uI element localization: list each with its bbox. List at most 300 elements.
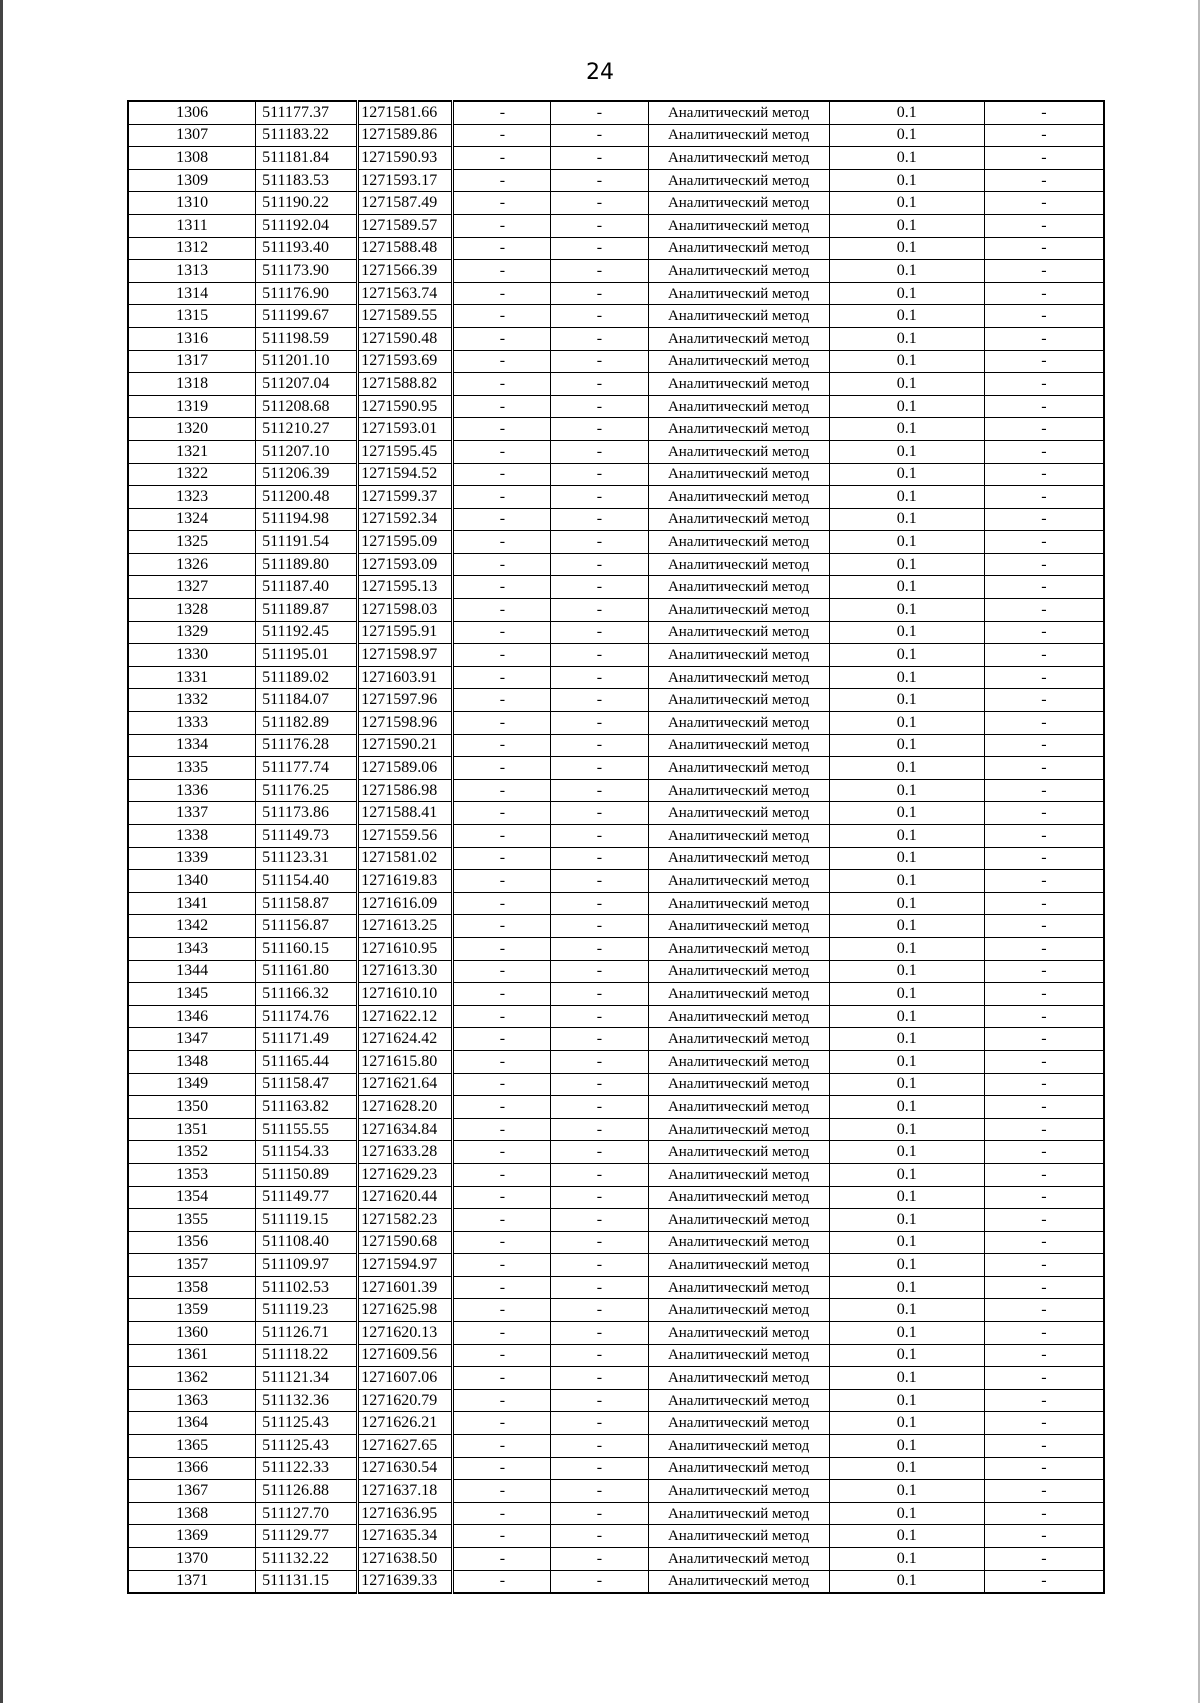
accuracy-cell: 0.1 bbox=[829, 463, 984, 486]
dash-cell: - bbox=[984, 689, 1104, 712]
x-coordinate-cell: 511166.32 bbox=[256, 983, 358, 1006]
point-number-cell: 1317 bbox=[128, 350, 256, 373]
x-coordinate-cell: 511176.90 bbox=[256, 282, 358, 305]
dash-cell: - bbox=[551, 1525, 648, 1548]
dash-cell: - bbox=[453, 870, 551, 893]
dash-cell: - bbox=[984, 305, 1104, 328]
method-cell: Аналитический метод bbox=[648, 1186, 829, 1209]
accuracy-cell: 0.1 bbox=[829, 960, 984, 983]
table-row bbox=[128, 666, 1104, 689]
table-row bbox=[128, 282, 1104, 305]
table-row bbox=[128, 915, 1104, 938]
x-coordinate-cell: 511183.22 bbox=[256, 124, 358, 147]
dash-cell: - bbox=[551, 1141, 648, 1164]
y-coordinate-cell: 1271590.21 bbox=[358, 734, 453, 757]
accuracy-cell: 0.1 bbox=[829, 124, 984, 147]
method-cell: Аналитический метод bbox=[648, 1502, 829, 1525]
dash-cell: - bbox=[984, 214, 1104, 237]
table-row bbox=[128, 169, 1104, 192]
table-row bbox=[128, 734, 1104, 757]
y-coordinate-cell: 1271599.37 bbox=[358, 486, 453, 509]
point-number-cell: 1326 bbox=[128, 553, 256, 576]
dash-cell: - bbox=[551, 373, 648, 396]
table-row bbox=[128, 1548, 1104, 1571]
dash-cell: - bbox=[453, 1322, 551, 1345]
x-coordinate-cell: 511198.59 bbox=[256, 327, 358, 350]
method-cell: Аналитический метод bbox=[648, 712, 829, 735]
table-row bbox=[128, 1502, 1104, 1525]
dash-cell: - bbox=[984, 373, 1104, 396]
dash-cell: - bbox=[984, 915, 1104, 938]
accuracy-cell: 0.1 bbox=[829, 712, 984, 735]
point-number-cell: 1367 bbox=[128, 1480, 256, 1503]
x-coordinate-cell: 511207.04 bbox=[256, 373, 358, 396]
x-coordinate-cell: 511154.40 bbox=[256, 870, 358, 893]
method-cell: Аналитический метод bbox=[648, 1548, 829, 1571]
accuracy-cell: 0.1 bbox=[829, 779, 984, 802]
method-cell: Аналитический метод bbox=[648, 1344, 829, 1367]
table-row bbox=[128, 712, 1104, 735]
x-coordinate-cell: 511173.90 bbox=[256, 260, 358, 283]
y-coordinate-cell: 1271593.09 bbox=[358, 553, 453, 576]
accuracy-cell: 0.1 bbox=[829, 1209, 984, 1232]
point-number-cell: 1314 bbox=[128, 282, 256, 305]
point-number-cell: 1336 bbox=[128, 779, 256, 802]
x-coordinate-cell: 511177.37 bbox=[256, 101, 358, 124]
dash-cell: - bbox=[984, 825, 1104, 848]
x-coordinate-cell: 511125.43 bbox=[256, 1435, 358, 1458]
method-cell: Аналитический метод bbox=[648, 553, 829, 576]
table-row bbox=[128, 1412, 1104, 1435]
table-row bbox=[128, 1118, 1104, 1141]
dash-cell: - bbox=[551, 1276, 648, 1299]
point-number-cell: 1345 bbox=[128, 983, 256, 1006]
method-cell: Аналитический метод bbox=[648, 1209, 829, 1232]
dash-cell: - bbox=[551, 327, 648, 350]
point-number-cell: 1307 bbox=[128, 124, 256, 147]
accuracy-cell: 0.1 bbox=[829, 802, 984, 825]
accuracy-cell: 0.1 bbox=[829, 1367, 984, 1390]
dash-cell: - bbox=[984, 757, 1104, 780]
dash-cell: - bbox=[984, 531, 1104, 554]
table-row bbox=[128, 1480, 1104, 1503]
coordinates-table bbox=[127, 100, 1105, 1594]
dash-cell: - bbox=[453, 1096, 551, 1119]
method-cell: Аналитический метод bbox=[648, 440, 829, 463]
point-number-cell: 1360 bbox=[128, 1322, 256, 1345]
dash-cell: - bbox=[453, 576, 551, 599]
method-cell: Аналитический метод bbox=[648, 1276, 829, 1299]
dash-cell: - bbox=[453, 282, 551, 305]
y-coordinate-cell: 1271626.21 bbox=[358, 1412, 453, 1435]
dash-cell: - bbox=[984, 1231, 1104, 1254]
method-cell: Аналитический метод bbox=[648, 1096, 829, 1119]
x-coordinate-cell: 511210.27 bbox=[256, 418, 358, 441]
dash-cell: - bbox=[551, 1548, 648, 1571]
dash-cell: - bbox=[453, 147, 551, 170]
dash-cell: - bbox=[984, 1389, 1104, 1412]
table-row bbox=[128, 1209, 1104, 1232]
x-coordinate-cell: 511189.02 bbox=[256, 666, 358, 689]
x-coordinate-cell: 511193.40 bbox=[256, 237, 358, 260]
dash-cell: - bbox=[551, 666, 648, 689]
y-coordinate-cell: 1271630.54 bbox=[358, 1457, 453, 1480]
dash-cell: - bbox=[984, 350, 1104, 373]
method-cell: Аналитический метод bbox=[648, 237, 829, 260]
dash-cell: - bbox=[984, 1209, 1104, 1232]
dash-cell: - bbox=[551, 870, 648, 893]
accuracy-cell: 0.1 bbox=[829, 486, 984, 509]
y-coordinate-cell: 1271563.74 bbox=[358, 282, 453, 305]
accuracy-cell: 0.1 bbox=[829, 1276, 984, 1299]
accuracy-cell: 0.1 bbox=[829, 847, 984, 870]
dash-cell: - bbox=[551, 1570, 648, 1593]
accuracy-cell: 0.1 bbox=[829, 1525, 984, 1548]
y-coordinate-cell: 1271609.56 bbox=[358, 1344, 453, 1367]
dash-cell: - bbox=[984, 1163, 1104, 1186]
method-cell: Аналитический метод bbox=[648, 486, 829, 509]
dash-cell: - bbox=[984, 237, 1104, 260]
dash-cell: - bbox=[453, 712, 551, 735]
y-coordinate-cell: 1271603.91 bbox=[358, 666, 453, 689]
point-number-cell: 1320 bbox=[128, 418, 256, 441]
dash-cell: - bbox=[453, 1480, 551, 1503]
point-number-cell: 1339 bbox=[128, 847, 256, 870]
method-cell: Аналитический метод bbox=[648, 1028, 829, 1051]
method-cell: Аналитический метод bbox=[648, 1254, 829, 1277]
dash-cell: - bbox=[984, 1502, 1104, 1525]
method-cell: Аналитический метод bbox=[648, 1005, 829, 1028]
table-row bbox=[128, 1005, 1104, 1028]
x-coordinate-cell: 511127.70 bbox=[256, 1502, 358, 1525]
y-coordinate-cell: 1271588.82 bbox=[358, 373, 453, 396]
x-coordinate-cell: 511158.47 bbox=[256, 1073, 358, 1096]
dash-cell: - bbox=[551, 1322, 648, 1345]
dash-cell: - bbox=[453, 486, 551, 509]
method-cell: Аналитический метод bbox=[648, 1435, 829, 1458]
dash-cell: - bbox=[984, 847, 1104, 870]
dash-cell: - bbox=[551, 1073, 648, 1096]
point-number-cell: 1371 bbox=[128, 1570, 256, 1593]
point-number-cell: 1318 bbox=[128, 373, 256, 396]
y-coordinate-cell: 1271597.96 bbox=[358, 689, 453, 712]
y-coordinate-cell: 1271636.95 bbox=[358, 1502, 453, 1525]
accuracy-cell: 0.1 bbox=[829, 666, 984, 689]
method-cell: Аналитический метод bbox=[648, 1050, 829, 1073]
accuracy-cell: 0.1 bbox=[829, 1141, 984, 1164]
dash-cell: - bbox=[984, 395, 1104, 418]
dash-cell: - bbox=[453, 531, 551, 554]
point-number-cell: 1344 bbox=[128, 960, 256, 983]
point-number-cell: 1316 bbox=[128, 327, 256, 350]
accuracy-cell: 0.1 bbox=[829, 1570, 984, 1593]
point-number-cell: 1342 bbox=[128, 915, 256, 938]
dash-cell: - bbox=[453, 169, 551, 192]
method-cell: Аналитический метод bbox=[648, 576, 829, 599]
x-coordinate-cell: 511160.15 bbox=[256, 937, 358, 960]
dash-cell: - bbox=[551, 1412, 648, 1435]
accuracy-cell: 0.1 bbox=[829, 1457, 984, 1480]
dash-cell: - bbox=[551, 1231, 648, 1254]
table-row bbox=[128, 599, 1104, 622]
point-number-cell: 1331 bbox=[128, 666, 256, 689]
dash-cell: - bbox=[551, 576, 648, 599]
dash-cell: - bbox=[551, 260, 648, 283]
dash-cell: - bbox=[984, 124, 1104, 147]
point-number-cell: 1357 bbox=[128, 1254, 256, 1277]
point-number-cell: 1337 bbox=[128, 802, 256, 825]
dash-cell: - bbox=[551, 1005, 648, 1028]
table-row bbox=[128, 1525, 1104, 1548]
method-cell: Аналитический метод bbox=[648, 892, 829, 915]
x-coordinate-cell: 511207.10 bbox=[256, 440, 358, 463]
y-coordinate-cell: 1271589.57 bbox=[358, 214, 453, 237]
dash-cell: - bbox=[453, 1389, 551, 1412]
table-row bbox=[128, 463, 1104, 486]
method-cell: Аналитический метод bbox=[648, 169, 829, 192]
method-cell: Аналитический метод bbox=[648, 214, 829, 237]
y-coordinate-cell: 1271590.68 bbox=[358, 1231, 453, 1254]
point-number-cell: 1350 bbox=[128, 1096, 256, 1119]
dash-cell: - bbox=[984, 576, 1104, 599]
dash-cell: - bbox=[551, 147, 648, 170]
x-coordinate-cell: 511192.45 bbox=[256, 621, 358, 644]
table-row bbox=[128, 1276, 1104, 1299]
x-coordinate-cell: 511118.22 bbox=[256, 1344, 358, 1367]
table-row bbox=[128, 1367, 1104, 1390]
point-number-cell: 1325 bbox=[128, 531, 256, 554]
point-number-cell: 1356 bbox=[128, 1231, 256, 1254]
y-coordinate-cell: 1271627.65 bbox=[358, 1435, 453, 1458]
x-coordinate-cell: 511149.77 bbox=[256, 1186, 358, 1209]
dash-cell: - bbox=[984, 1005, 1104, 1028]
y-coordinate-cell: 1271590.93 bbox=[358, 147, 453, 170]
y-coordinate-cell: 1271593.01 bbox=[358, 418, 453, 441]
accuracy-cell: 0.1 bbox=[829, 870, 984, 893]
y-coordinate-cell: 1271566.39 bbox=[358, 260, 453, 283]
dash-cell: - bbox=[984, 734, 1104, 757]
method-cell: Аналитический метод bbox=[648, 1457, 829, 1480]
x-coordinate-cell: 511121.34 bbox=[256, 1367, 358, 1390]
method-cell: Аналитический метод bbox=[648, 1480, 829, 1503]
y-coordinate-cell: 1271586.98 bbox=[358, 779, 453, 802]
dash-cell: - bbox=[453, 960, 551, 983]
method-cell: Аналитический метод bbox=[648, 508, 829, 531]
table-row bbox=[128, 553, 1104, 576]
table-row bbox=[128, 1186, 1104, 1209]
point-number-cell: 1323 bbox=[128, 486, 256, 509]
dash-cell: - bbox=[551, 802, 648, 825]
dash-cell: - bbox=[551, 1480, 648, 1503]
method-cell: Аналитический метод bbox=[648, 1231, 829, 1254]
dash-cell: - bbox=[453, 757, 551, 780]
accuracy-cell: 0.1 bbox=[829, 440, 984, 463]
dash-cell: - bbox=[984, 1276, 1104, 1299]
y-coordinate-cell: 1271581.02 bbox=[358, 847, 453, 870]
dash-cell: - bbox=[453, 1028, 551, 1051]
dash-cell: - bbox=[551, 214, 648, 237]
y-coordinate-cell: 1271595.45 bbox=[358, 440, 453, 463]
dash-cell: - bbox=[551, 892, 648, 915]
table-row bbox=[128, 373, 1104, 396]
dash-cell: - bbox=[551, 1367, 648, 1390]
table-row bbox=[128, 486, 1104, 509]
dash-cell: - bbox=[984, 1028, 1104, 1051]
point-number-cell: 1352 bbox=[128, 1141, 256, 1164]
y-coordinate-cell: 1271588.41 bbox=[358, 802, 453, 825]
accuracy-cell: 0.1 bbox=[829, 1163, 984, 1186]
dash-cell: - bbox=[984, 147, 1104, 170]
accuracy-cell: 0.1 bbox=[829, 1096, 984, 1119]
point-number-cell: 1334 bbox=[128, 734, 256, 757]
method-cell: Аналитический метод bbox=[648, 463, 829, 486]
dash-cell: - bbox=[551, 553, 648, 576]
dash-cell: - bbox=[453, 1457, 551, 1480]
y-coordinate-cell: 1271607.06 bbox=[358, 1367, 453, 1390]
x-coordinate-cell: 511126.71 bbox=[256, 1322, 358, 1345]
dash-cell: - bbox=[453, 1118, 551, 1141]
dash-cell: - bbox=[551, 1118, 648, 1141]
accuracy-cell: 0.1 bbox=[829, 1502, 984, 1525]
table-row bbox=[128, 124, 1104, 147]
dash-cell: - bbox=[453, 214, 551, 237]
method-cell: Аналитический метод bbox=[648, 1299, 829, 1322]
dash-cell: - bbox=[453, 1073, 551, 1096]
y-coordinate-cell: 1271637.18 bbox=[358, 1480, 453, 1503]
y-coordinate-cell: 1271610.10 bbox=[358, 983, 453, 1006]
point-number-cell: 1351 bbox=[128, 1118, 256, 1141]
accuracy-cell: 0.1 bbox=[829, 915, 984, 938]
x-coordinate-cell: 511149.73 bbox=[256, 825, 358, 848]
method-cell: Аналитический метод bbox=[648, 621, 829, 644]
table-row bbox=[128, 440, 1104, 463]
accuracy-cell: 0.1 bbox=[829, 599, 984, 622]
method-cell: Аналитический метод bbox=[648, 147, 829, 170]
dash-cell: - bbox=[984, 192, 1104, 215]
dash-cell: - bbox=[453, 327, 551, 350]
y-coordinate-cell: 1271620.44 bbox=[358, 1186, 453, 1209]
dash-cell: - bbox=[984, 599, 1104, 622]
x-coordinate-cell: 511129.77 bbox=[256, 1525, 358, 1548]
table-row bbox=[128, 689, 1104, 712]
dash-cell: - bbox=[453, 395, 551, 418]
dash-cell: - bbox=[453, 192, 551, 215]
accuracy-cell: 0.1 bbox=[829, 1435, 984, 1458]
dash-cell: - bbox=[453, 802, 551, 825]
dash-cell: - bbox=[453, 1005, 551, 1028]
x-coordinate-cell: 511102.53 bbox=[256, 1276, 358, 1299]
dash-cell: - bbox=[453, 644, 551, 667]
dash-cell: - bbox=[551, 1344, 648, 1367]
y-coordinate-cell: 1271610.95 bbox=[358, 937, 453, 960]
table-row bbox=[128, 1344, 1104, 1367]
y-coordinate-cell: 1271589.06 bbox=[358, 757, 453, 780]
dash-cell: - bbox=[984, 553, 1104, 576]
table-row bbox=[128, 779, 1104, 802]
dash-cell: - bbox=[551, 1096, 648, 1119]
dash-cell: - bbox=[984, 1548, 1104, 1571]
accuracy-cell: 0.1 bbox=[829, 1118, 984, 1141]
table-row bbox=[128, 418, 1104, 441]
accuracy-cell: 0.1 bbox=[829, 983, 984, 1006]
dash-cell: - bbox=[984, 1299, 1104, 1322]
point-number-cell: 1364 bbox=[128, 1412, 256, 1435]
x-coordinate-cell: 511126.88 bbox=[256, 1480, 358, 1503]
point-number-cell: 1348 bbox=[128, 1050, 256, 1073]
dash-cell: - bbox=[551, 350, 648, 373]
point-number-cell: 1306 bbox=[128, 101, 256, 124]
y-coordinate-cell: 1271613.30 bbox=[358, 960, 453, 983]
y-coordinate-cell: 1271598.97 bbox=[358, 644, 453, 667]
y-coordinate-cell: 1271593.17 bbox=[358, 169, 453, 192]
y-coordinate-cell: 1271587.49 bbox=[358, 192, 453, 215]
x-coordinate-cell: 511192.04 bbox=[256, 214, 358, 237]
x-coordinate-cell: 511189.80 bbox=[256, 553, 358, 576]
accuracy-cell: 0.1 bbox=[829, 757, 984, 780]
dash-cell: - bbox=[984, 282, 1104, 305]
table-row bbox=[128, 1389, 1104, 1412]
table-row bbox=[128, 1163, 1104, 1186]
dash-cell: - bbox=[453, 553, 551, 576]
accuracy-cell: 0.1 bbox=[829, 1299, 984, 1322]
point-number-cell: 1343 bbox=[128, 937, 256, 960]
y-coordinate-cell: 1271620.13 bbox=[358, 1322, 453, 1345]
accuracy-cell: 0.1 bbox=[829, 192, 984, 215]
y-coordinate-cell: 1271589.86 bbox=[358, 124, 453, 147]
dash-cell: - bbox=[453, 937, 551, 960]
method-cell: Аналитический метод bbox=[648, 395, 829, 418]
point-number-cell: 1355 bbox=[128, 1209, 256, 1232]
accuracy-cell: 0.1 bbox=[829, 1412, 984, 1435]
accuracy-cell: 0.1 bbox=[829, 418, 984, 441]
dash-cell: - bbox=[984, 666, 1104, 689]
table-row bbox=[128, 757, 1104, 780]
method-cell: Аналитический метод bbox=[648, 260, 829, 283]
dash-cell: - bbox=[984, 418, 1104, 441]
method-cell: Аналитический метод bbox=[648, 779, 829, 802]
dash-cell: - bbox=[984, 1073, 1104, 1096]
dash-cell: - bbox=[453, 689, 551, 712]
scan-edge-left bbox=[0, 0, 3, 1703]
x-coordinate-cell: 511165.44 bbox=[256, 1050, 358, 1073]
point-number-cell: 1335 bbox=[128, 757, 256, 780]
dash-cell: - bbox=[984, 101, 1104, 124]
dash-cell: - bbox=[551, 1299, 648, 1322]
table-row bbox=[128, 576, 1104, 599]
x-coordinate-cell: 511131.15 bbox=[256, 1570, 358, 1593]
dash-cell: - bbox=[453, 1254, 551, 1277]
dash-cell: - bbox=[453, 305, 551, 328]
dash-cell: - bbox=[453, 1186, 551, 1209]
point-number-cell: 1315 bbox=[128, 305, 256, 328]
point-number-cell: 1310 bbox=[128, 192, 256, 215]
point-number-cell: 1353 bbox=[128, 1163, 256, 1186]
accuracy-cell: 0.1 bbox=[829, 1548, 984, 1571]
point-number-cell: 1327 bbox=[128, 576, 256, 599]
accuracy-cell: 0.1 bbox=[829, 147, 984, 170]
x-coordinate-cell: 511184.07 bbox=[256, 689, 358, 712]
method-cell: Аналитический метод bbox=[648, 644, 829, 667]
dash-cell: - bbox=[551, 395, 648, 418]
table-row bbox=[128, 825, 1104, 848]
table-row bbox=[128, 101, 1104, 124]
table-row bbox=[128, 237, 1104, 260]
dash-cell: - bbox=[984, 1050, 1104, 1073]
method-cell: Аналитический метод bbox=[648, 1412, 829, 1435]
y-coordinate-cell: 1271593.69 bbox=[358, 350, 453, 373]
dash-cell: - bbox=[453, 1548, 551, 1571]
dash-cell: - bbox=[551, 124, 648, 147]
